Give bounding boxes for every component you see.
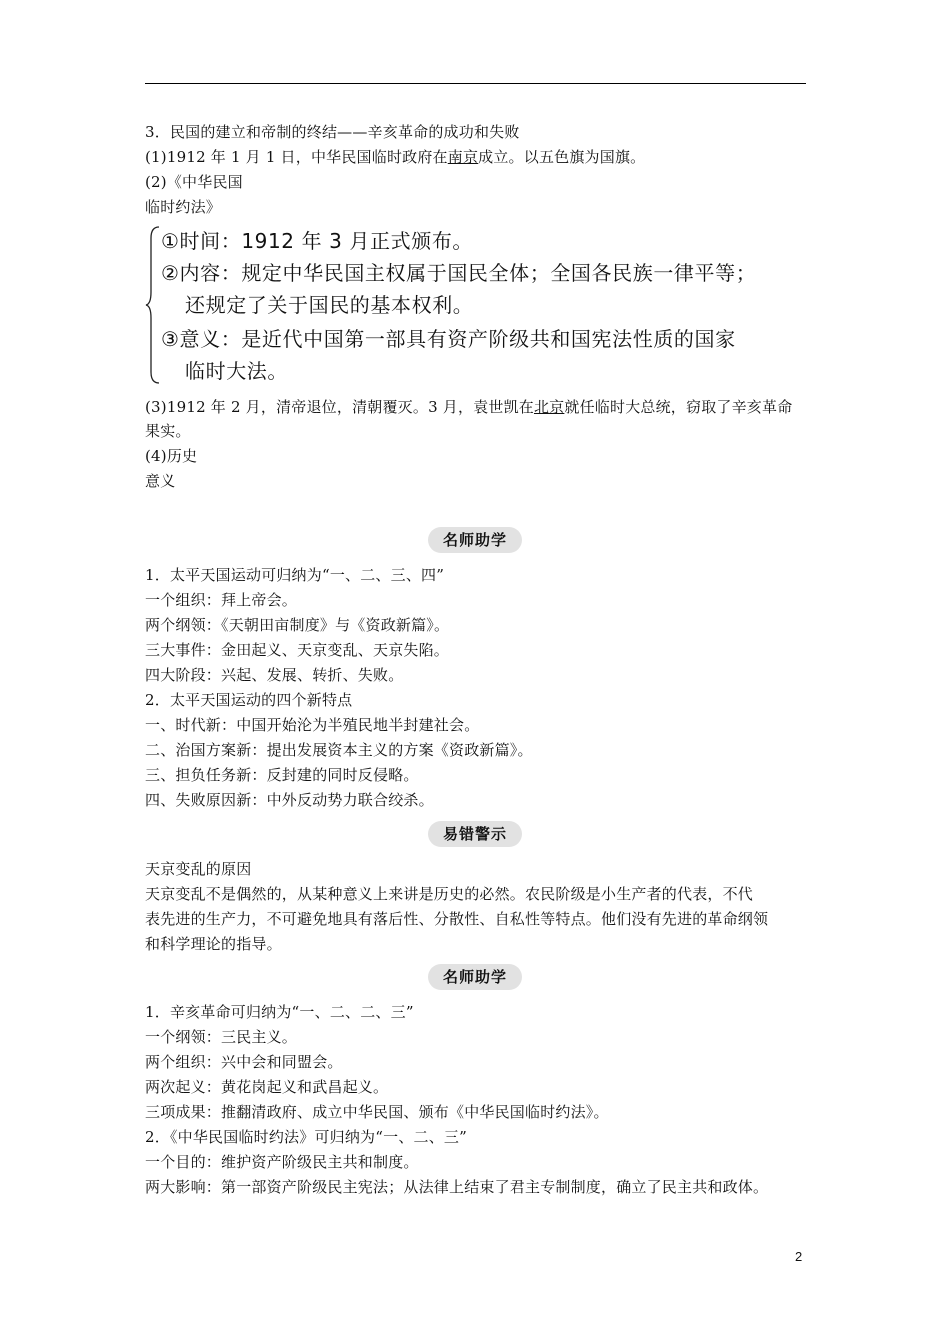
box-3-line: 两大影响：第一部资产阶级民主宪法；从法律上结束了君主专制制度，确立了民主共和政体。 bbox=[145, 1178, 769, 1196]
box-2-line: 天京变乱不是偶然的，从某种意义上来讲是历史的必然。农民阶级是小生产者的代表，不代 bbox=[145, 885, 754, 903]
para-4-label-b: 意义 bbox=[145, 472, 176, 490]
brace-line-significance-cont: 临时大法。 bbox=[185, 359, 288, 383]
box-2-line: 表先进的生产力，不可避免地具有落后性、分散性、自私性等特点。他们没有先进的革命纲领 bbox=[145, 910, 769, 928]
page-number: 2 bbox=[795, 1249, 803, 1264]
box-1-line: 2．太平天国运动的四个新特点 bbox=[145, 691, 353, 709]
box-1-line: 二、治国方案新：提出发展资本主义的方案《资政新篇》。 bbox=[145, 741, 533, 759]
box-3-heading: 名师助学 bbox=[428, 964, 522, 990]
brace-line-significance: ③意义：是近代中国第一部具有资产阶级共和国宪法性质的国家 bbox=[161, 327, 736, 351]
beijing-underlined: 北京 bbox=[533, 398, 565, 416]
para-3-cont: 果实。 bbox=[145, 422, 191, 440]
constitution-brace-block bbox=[145, 224, 815, 386]
para-1 bbox=[145, 147, 645, 167]
box-1-line: 三大事件：金田起义、天京变乱、天京失陷。 bbox=[145, 641, 450, 659]
box-3-line: 一个纲领：三民主义。 bbox=[145, 1028, 298, 1046]
box-1-line: 1．太平天国运动可归纳为“一、二、三、四” bbox=[145, 566, 445, 584]
box-2-line: 天京变乱的原因 bbox=[145, 860, 252, 878]
nanjing-underlined: 南京 bbox=[447, 148, 479, 166]
box-3-line: 一个目的：维护资产阶级民主共和制度。 bbox=[145, 1153, 419, 1171]
para-2-label-b: 临时约法》 bbox=[145, 198, 222, 216]
box-3-line: 2．《中华民国临时约法》可归纳为“一、二、三” bbox=[145, 1128, 467, 1146]
brace-line-time: ①时间：1912 年 3 月正式颁布。 bbox=[161, 229, 474, 253]
box-1-line: 一、时代新：中国开始沦为半殖民地半封建社会。 bbox=[145, 716, 480, 734]
box-2-heading: 易错警示 bbox=[428, 821, 522, 847]
para-3-text-a: (3)1912 年 2 月，清帝退位，清朝覆灭。3 月，袁世凯在 bbox=[145, 398, 534, 416]
para-1-text-b: 成立。以五色旗为国旗。 bbox=[478, 148, 646, 166]
box-1-line: 两个纲领：《天朝田亩制度》与《资政新篇》。 bbox=[145, 616, 450, 634]
brace-line-content-cont: 还规定了关于国民的基本权利。 bbox=[185, 293, 474, 317]
box-3-line: 两次起义：黄花岗起义和武昌起义。 bbox=[145, 1078, 389, 1096]
box-1-line: 三、担负任务新：反封建的同时反侵略。 bbox=[145, 766, 419, 784]
para-3 bbox=[145, 397, 792, 417]
para-2-label-a: (2)《中华民国 bbox=[145, 173, 243, 191]
section-3-title: 3．民国的建立和帝制的终结——辛亥革命的成功和失败 bbox=[145, 123, 520, 141]
para-4-label-a: (4)历史 bbox=[145, 447, 198, 465]
box-1-line: 四大阶段：兴起、发展、转折、失败。 bbox=[145, 666, 404, 684]
para-3-text-b: 就任临时大总统，窃取了辛亥革命 bbox=[564, 398, 793, 416]
box-3-line: 两个组织：兴中会和同盟会。 bbox=[145, 1053, 343, 1071]
header-rule bbox=[145, 83, 806, 84]
box-1-heading: 名师助学 bbox=[428, 527, 522, 553]
box-2-line: 和科学理论的指导。 bbox=[145, 935, 282, 953]
para-1-text-a: (1)1912 年 1 月 1 日，中华民国临时政府在 bbox=[145, 148, 448, 166]
curly-brace-icon bbox=[145, 224, 161, 386]
box-3-line: 三项成果：推翻清政府、成立中华民国、颁布《中华民国临时约法》。 bbox=[145, 1103, 609, 1121]
brace-line-content: ②内容：规定中华民国主权属于国民全体；全国各民族一律平等； bbox=[161, 261, 757, 285]
box-1-line: 四、失败原因新：中外反动势力联合绞杀。 bbox=[145, 791, 434, 809]
box-3-line: 1．辛亥革命可归纳为“一、二、二、三” bbox=[145, 1003, 414, 1021]
box-1-line: 一个组织：拜上帝会。 bbox=[145, 591, 298, 609]
